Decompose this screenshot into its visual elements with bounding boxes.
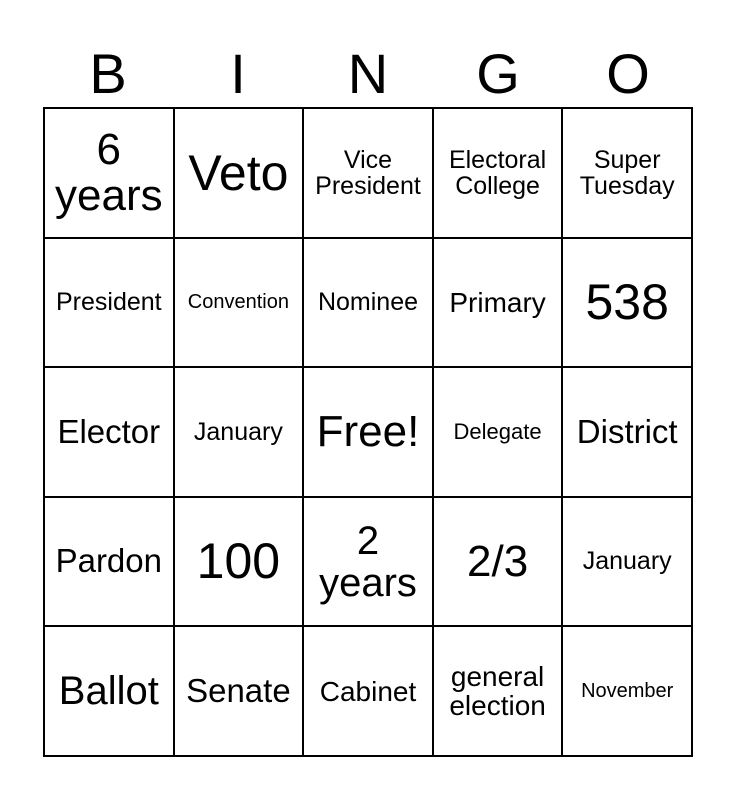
bingo-cell: Primary [433,238,563,368]
bingo-cell: Pardon [44,497,174,627]
bingo-cell: 2 years [303,497,433,627]
header-letter-i: I [230,42,246,105]
bingo-cell: Ballot [44,626,174,756]
bingo-cell: Veto [174,108,304,238]
bingo-cell: 6 years [44,108,174,238]
header-letter-o: O [606,42,650,105]
bingo-cell: Electoral College [433,108,563,238]
bingo-cell: President [44,238,174,368]
bingo-header [43,44,693,104]
bingo-cell: 2/3 [433,497,563,627]
bingo-cell: January [174,367,304,497]
bingo-cell: 538 [562,238,692,368]
bingo-cell: general election [433,626,563,756]
bingo-cell: Senate [174,626,304,756]
bingo-cell: Cabinet [303,626,433,756]
bingo-cell: District [562,367,692,497]
bingo-cell: Delegate [433,367,563,497]
header-letter-g: G [476,42,520,105]
bingo-cell: Free! [303,367,433,497]
bingo-cell: Super Tuesday [562,108,692,238]
bingo-cell: Convention [174,238,304,368]
bingo-card-grid [43,107,693,757]
header-letter-n: N [347,42,389,105]
bingo-cell: 100 [174,497,304,627]
bingo-cell: Nominee [303,238,433,368]
bingo-cell: January [562,497,692,627]
header-letter-b: B [89,42,127,105]
bingo-cell: November [562,626,692,756]
bingo-cell: Elector [44,367,174,497]
bingo-cell: Vice President [303,108,433,238]
